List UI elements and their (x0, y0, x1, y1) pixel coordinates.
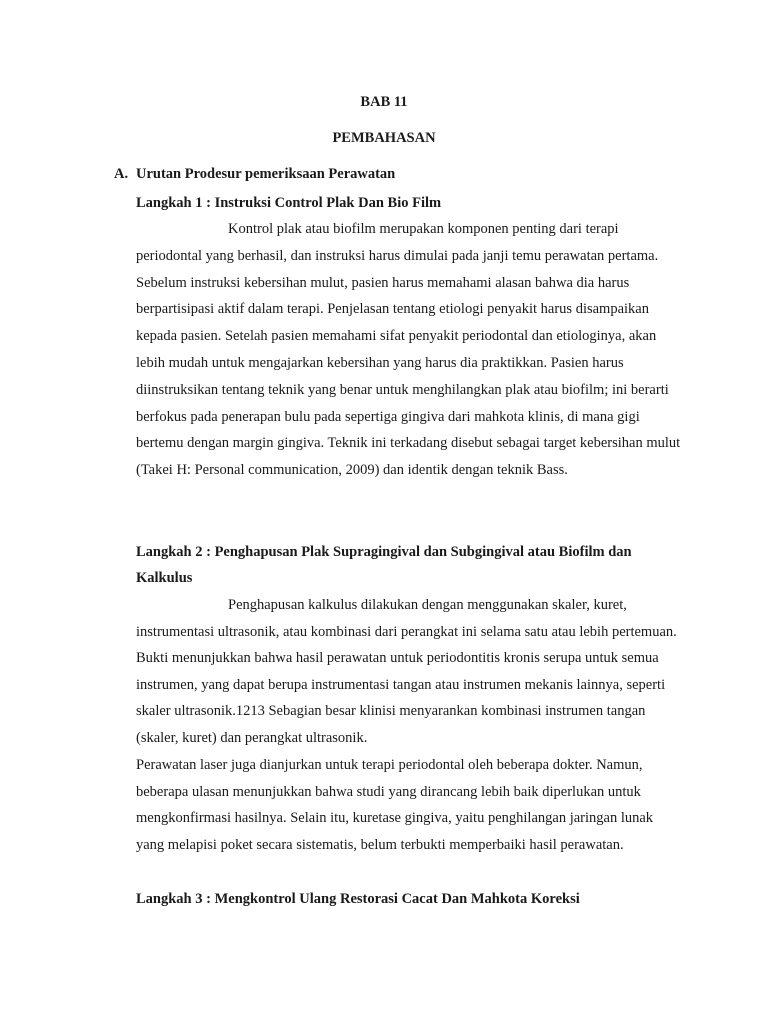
chapter-number: BAB 11 (360, 94, 408, 110)
step-2-paragraph-1: Penghapusan kalkulus dilakukan dengan menggunakan skaler, kuret, instrumentasi ultrasonik, atau kombinasi dari perangkat ini selama satu atau lebih pertemuan. Bukti menunjukkan bahwa hasil perawatan untuk periodontitis kronis serupa untuk semua instrumen, yang dapat berupa instrumentasi tangan atau instrumen mekanis lainnya, seperti skaler ultrasonik.1213 Sebagian besar klinisi menyarankan kombinasi instrumen tangan (skaler, kuret) dan perangkat ultrasonik. (136, 597, 677, 746)
section-letter: A. (114, 166, 129, 182)
step-1-heading: Langkah 1 : Instruksi Control Plak Dan Bio Film (136, 195, 442, 211)
step-3-heading: Langkah 3 : Mengkontrol Ulang Restorasi Cacat Dan Mahkota Koreksi (136, 891, 580, 907)
chapter-title: PEMBAHASAN (332, 130, 436, 146)
step-2-heading: Langkah 2 : Penghapusan Plak Supragingival dan Subgingival atau Biofilm dan Kalkulus (136, 544, 632, 586)
step-2-paragraph-2: Perawatan laser juga dianjurkan untuk terapi periodontal oleh beberapa dokter. Namun, beberapa ulasan menunjukkan bahwa studi yang dirancang lebih baik diperlukan untuk mengkonfirmasi hasilnya. Selain itu, kuretase gingiva, yaitu penghilangan jaringan lunak yang melapisi poket secara sistematis, belum terbukti memperbaiki hasil perawatan. (136, 757, 654, 853)
step-1-paragraph-1: Kontrol plak atau biofilm merupakan komponen penting dari terapi periodontal yang berhasil, dan instruksi harus dimulai pada janji temu perawatan pertama. Sebelum instruksi kebersihan mulut, pasien harus memahami alasan bahwa dia harus berpartisipasi aktif dalam terapi. Penjelasan tentang etiologi penyakit harus disampaikan kepada pasien. Setelah pasien memahami sifat penyakit periodontal dan etiologinya, akan lebih mudah untuk mengajarkan kebersihan yang harus dia praktikkan. Pasien harus diinstruksikan tentang teknik yang benar untuk menghilangkan plak atau biofilm; ini berarti berfokus pada penerapan bulu pada sepertiga gingiva dari mahkota klinis, di mana gigi bertemu dengan margin gingiva. Teknik ini terkadang disebut sebagai target kebersihan mulut (Takei H: Personal communication, 2009) dan identik dengan teknik Bass. (136, 221, 681, 479)
section-heading (114, 166, 395, 183)
section-heading-text: Urutan Prodesur pemeriksaan Perawatan (136, 166, 396, 182)
